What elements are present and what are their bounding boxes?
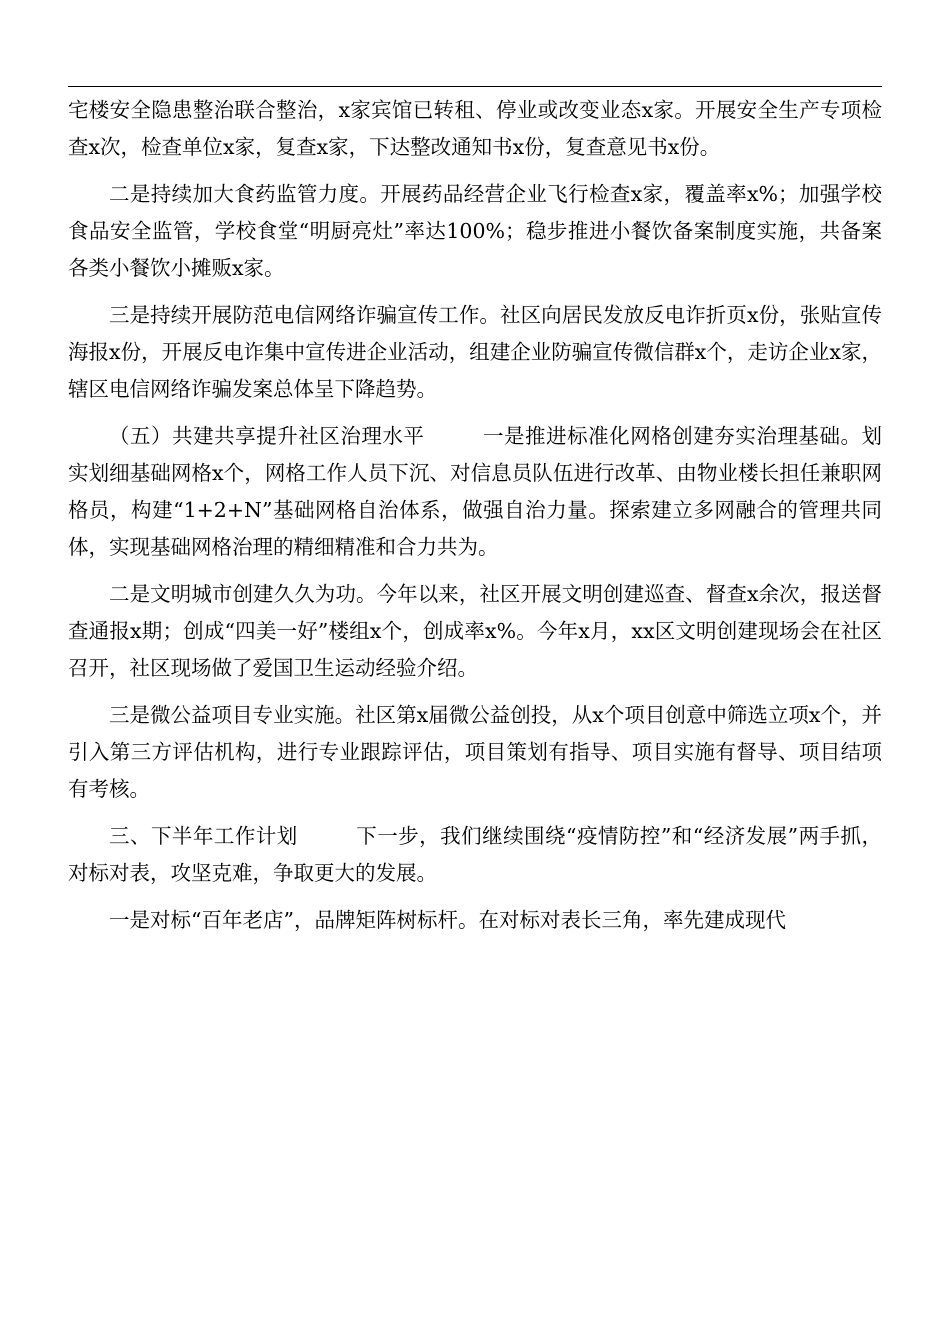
paragraph-text: 下一步，我们继续围绕“疫情防控”和“经济发展”两手抓，对标对表，攻坚克难，争取更大的发展。 (68, 824, 883, 885)
paragraph-text: 一是对标“百年老店”，品牌矩阵树标杆。在对标对表长三角，率先建成现代 (109, 908, 786, 932)
section-heading: 三、下半年工作计划 (109, 824, 298, 848)
paragraph-text: 宅楼安全隐患整治联合整治，x家宾馆已转租、停业或改变业态x家。开展安全生产专项检查x次，检查单位x家，复查x家，下达整改通知书x份，复查意见书x份。 (68, 98, 882, 159)
paragraph (68, 818, 882, 892)
paragraph (68, 576, 882, 687)
paragraph (68, 418, 882, 566)
paragraph-text: 一是推进标准化网格创建夯实治理基础。划实划细基础网格x个，网格工作人员下沉、对信息员队伍进行改革、由物业楼长担任兼职网格员，构建“1+2+N”基础网格自治体系，做强自治力量。探索建立多网融合的管理共同体，实现基础网格治理的精细精准和合力共为。 (68, 424, 883, 559)
paragraph (68, 176, 882, 287)
paragraph (68, 697, 882, 808)
paragraph-text: 二是持续加大食药监管力度。开展药品经营企业飞行检查x家，覆盖率x%；加强学校食品安全监管，学校食堂“明厨亮灶”率达100%；稳步推进小餐饮备案制度实施，共备案各类小餐饮小摊贩x家。 (68, 182, 882, 280)
header-rule (68, 86, 882, 87)
section-heading: （五）共建共享提升社区治理水平 (109, 424, 425, 448)
paragraph-text: 二是文明城市创建久久为功。今年以来，社区开展文明创建巡查、督查x余次，报送督查通报x期；创成“四美一好”楼组x个，创成率x%。今年x月，xx区文明创建现场会在社区召开，社区现场做了爱国卫生运动经验介绍。 (68, 582, 882, 680)
paragraph (68, 297, 882, 408)
paragraph-text: 三是微公益项目专业实施。社区第x届微公益创投，从x个项目创意中筛选立项x个，并引入第三方评估机构，进行专业跟踪评估，项目策划有指导、项目实施有督导、项目结项有考核。 (68, 703, 882, 801)
paragraph-text: 三是持续开展防范电信网络诈骗宣传工作。社区向居民发放反电诈折页x份，张贴宣传海报x份，开展反电诈集中宣传进企业活动，组建企业防骗宣传微信群x个，走访企业x家，辖区电信网络诈骗发案总体呈下降趋势。 (68, 303, 882, 401)
paragraph (68, 902, 882, 939)
document-body (68, 92, 882, 949)
paragraph (68, 92, 882, 166)
